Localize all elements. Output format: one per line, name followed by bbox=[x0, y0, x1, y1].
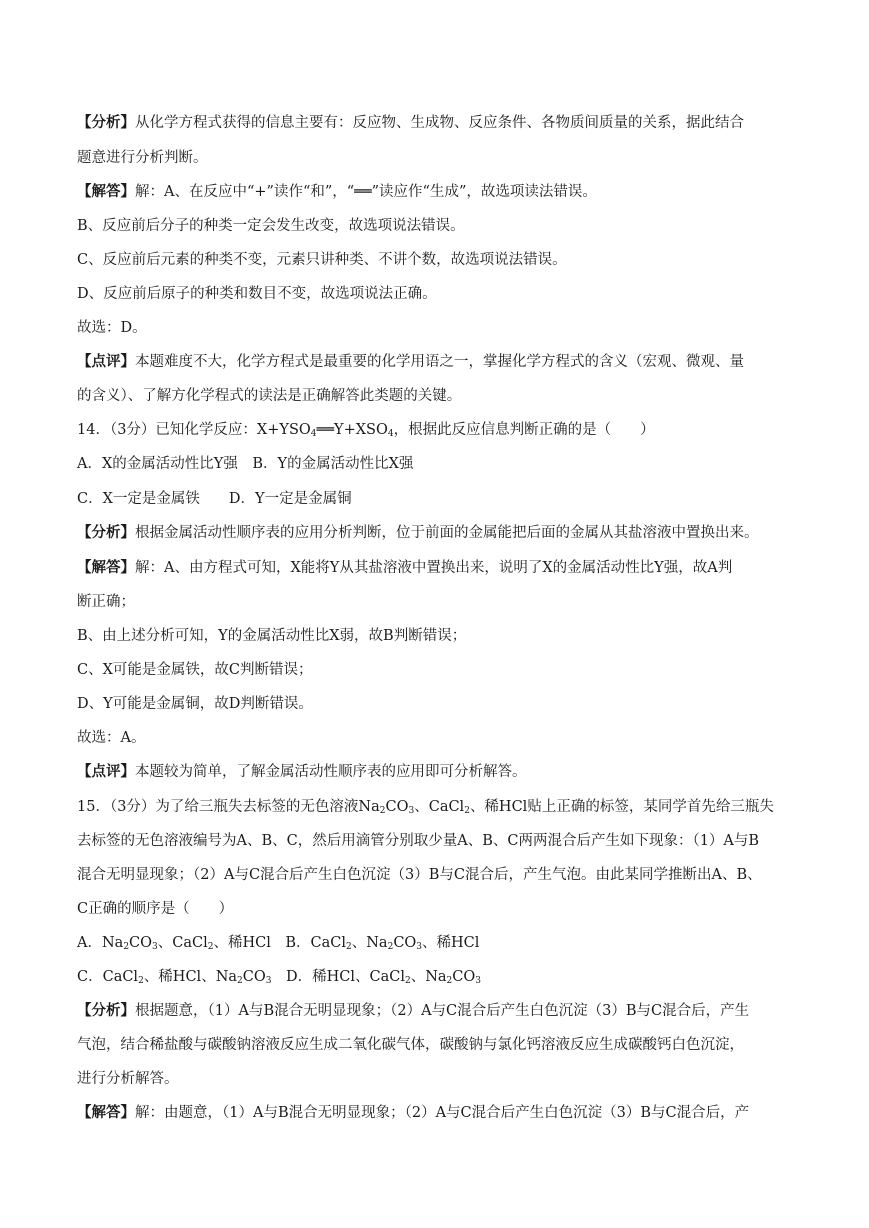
q13-answer-c: C、反应前后元素的种类不变，元素只讲种类、不讲个数，故选项说法错误。 bbox=[77, 252, 567, 268]
q15-analysis-line-2: 气泡，结合稀盐酸与碳酸钠溶液反应生成二氧化碳气体，碳酸钠与氯化钙溶液反应生成碳酸钙白色沉淀， bbox=[77, 1037, 744, 1053]
analysis-tag: 【分析】 bbox=[77, 1002, 135, 1019]
q13-answer-b: B、反应前后分子的种类一定会发生改变，故选项说法错误。 bbox=[77, 218, 465, 234]
q14-answer-b: B、由上述分析可知，Y的金属活动性比X弱，故B判断错误； bbox=[77, 628, 467, 644]
q15-options-ab: A．$Na_2CO_3$、CaCl$_2$、稀HCl B．CaCl$_2$、$Na_2CO_3$、稀HCl bbox=[77, 935, 480, 952]
answer-tag: 【解答】 bbox=[77, 559, 135, 576]
q13-comment-line-1: 【点评】本题难度不大，化学方程式是最重要的化学用语之一，掌握化学方程式的含义（宏观、微观、量 bbox=[77, 353, 744, 370]
q13-analysis-line-2: 题意进行分析判断。 bbox=[77, 150, 208, 166]
q14-options-cd: C．X一定是金属铁 D．Y一定是金属铜 bbox=[77, 491, 352, 507]
analysis-tag: 【分析】 bbox=[77, 524, 135, 541]
q14-stem: 14．（3分）已知化学反应：$X+YSO_4══Y+XSO_4$，根据此反应信息判断正确的是（ ） bbox=[77, 422, 655, 439]
q15-stem-line-1: 15．（3分）为了给三瓶失去标签的无色溶液$Na_2CO_3$、CaCl$_2$、稀HCl贴上正确的标签，某同学首先给三瓶失 bbox=[77, 799, 774, 816]
q13-answer-d: D、反应前后原子的种类和数目不变，故选项说法正确。 bbox=[77, 286, 437, 302]
q15-stem-line-4: C正确的顺序是（ ） bbox=[77, 901, 234, 917]
q15-answer-line-1: 【解答】解：由题意，（1）A与B混合无明显现象；（2）A与C混合后产生白色沉淀（3）B与C混合后，产 bbox=[77, 1104, 750, 1121]
comment-tag: 【点评】 bbox=[77, 353, 135, 370]
q15-stem-line-2: 去标签的无色溶液编号为A、B、C，然后用滴管分别取少量A、B、C两两混合后产生如下现象：（1）A与B bbox=[77, 833, 760, 849]
q14-answer-d: D、Y可能是金属铜，故D判断错误。 bbox=[77, 696, 313, 712]
comment-tag: 【点评】 bbox=[77, 763, 135, 780]
q14-choice: 故选：A。 bbox=[77, 730, 146, 746]
analysis-tag: 【分析】 bbox=[77, 114, 135, 131]
q15-options-cd: C．CaCl$_2$、稀HCl、$Na_2CO_3$ D．稀HCl、CaCl$_2$、$Na_2CO_3$ bbox=[77, 969, 481, 986]
answer-tag: 【解答】 bbox=[77, 183, 135, 200]
q13-choice: 故选：D。 bbox=[77, 320, 147, 336]
q14-comment-line-1: 【点评】本题较为简单，了解金属活动性顺序表的应用即可分析解答。 bbox=[77, 763, 527, 780]
q15-stem-line-3: 混合无明显现象；（2）A与C混合后产生白色沉淀（3）B与C混合后，产生气泡。由此某同学推断出A、B、 bbox=[77, 867, 762, 883]
q13-comment-line-2: 的含义）、了解方化学程式的读法是正确解答此类题的关键。 bbox=[77, 388, 462, 404]
q14-answer-line-2: 断正确； bbox=[77, 594, 135, 610]
q13-analysis-line-1: 【分析】从化学方程式获得的信息主要有：反应物、生成物、反应条件、各物质间质量的关系，据此结合 bbox=[77, 114, 744, 131]
q13-answer-line-1: 【解答】解：A、在反应中“+”读作“和”，“══”读应作“生成”，故选项读法错误。 bbox=[77, 183, 597, 200]
q14-answer-c: C、X可能是金属铁，故C判断错误； bbox=[77, 662, 313, 678]
q14-answer-line-1: 【解答】解：A、由方程式可知，X能将Y从其盐溶液中置换出来，说明了X的金属活动性比Y强，故A判 bbox=[77, 559, 733, 576]
q15-analysis-line-3: 进行分析解答。 bbox=[77, 1071, 179, 1087]
q14-analysis-line-1: 【分析】根据金属活动性顺序表的应用分析判断，位于前面的金属能把后面的金属从其盐溶液中置换出来。 bbox=[77, 524, 759, 541]
q14-options-ab: A．X的金属活动性比Y强 B．Y的金属活动性比X强 bbox=[77, 456, 414, 472]
q15-analysis-line-1: 【分析】根据题意，（1）A与B混合无明显现象；（2）A与C混合后产生白色沉淀（3）B与C混合后，产生 bbox=[77, 1002, 750, 1019]
answer-tag: 【解答】 bbox=[77, 1104, 135, 1121]
